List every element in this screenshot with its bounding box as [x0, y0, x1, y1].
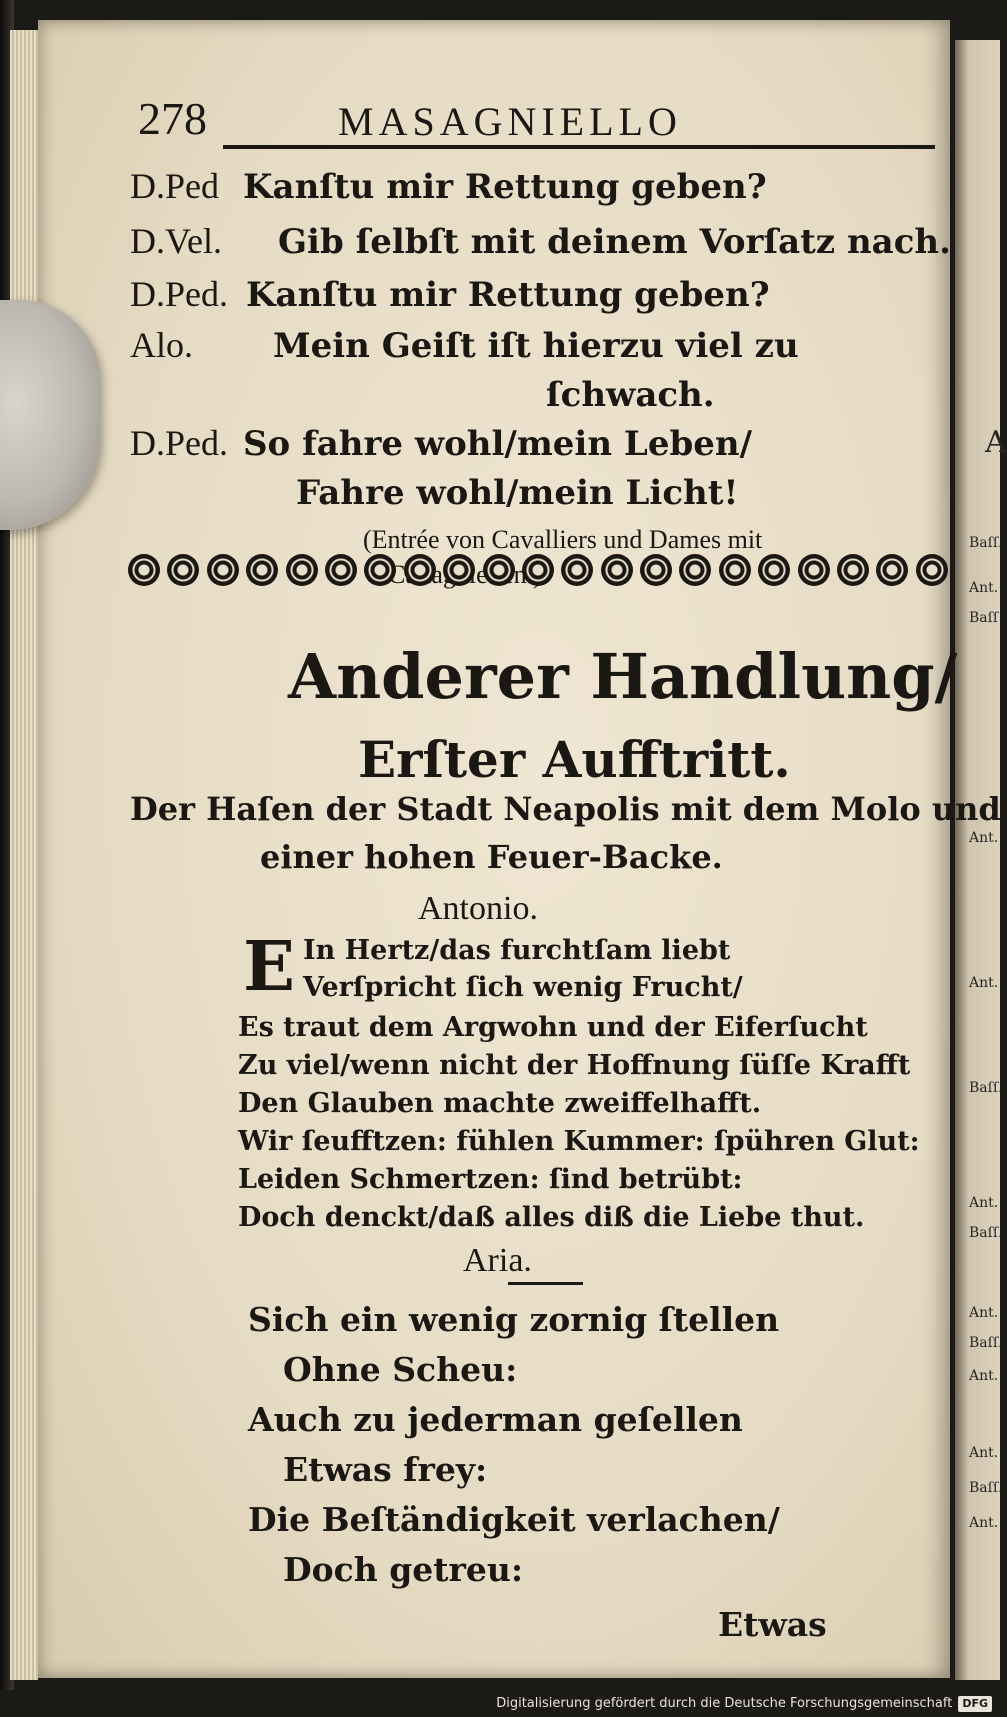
adjacent-note: Ant.	[969, 1445, 999, 1461]
recitative-line: In Hertz/das furchtſam liebt	[303, 935, 731, 966]
stage-direction: (Entrée von Cavalliers und Dames mit	[363, 525, 763, 554]
adjacent-note: Ant.	[969, 1195, 999, 1211]
act-title: Anderer Handlung/	[288, 640, 958, 713]
adjacent-note: Baſſ.	[969, 1335, 1003, 1351]
adjacent-note: A	[985, 425, 1007, 460]
recitative-line: Leiden Schmertzen: ſind betrübt:	[238, 1164, 743, 1195]
recitative-line: Verſpricht ſich wenig Frucht/	[303, 972, 743, 1003]
scene-setting: einer hohen Feuer-Backe.	[260, 838, 723, 876]
adjacent-note: Ant.	[969, 1368, 999, 1384]
speaker-label: D.Ped	[130, 166, 219, 206]
aria-line: Sich ein wenig zornig ſtellen	[248, 1300, 780, 1339]
recitative-line: Es traut dem Argwohn und der Eiferſucht	[238, 1012, 868, 1043]
dialogue-line: Fahre wohl/mein Licht!	[296, 473, 739, 513]
dialogue-line: Kanſtu mir Rettung geben?	[246, 275, 770, 315]
adjacent-note: Ant.	[969, 975, 999, 991]
aria-line: Ohne Scheu:	[283, 1350, 518, 1389]
speaker-label: D.Vel.	[130, 221, 222, 261]
speaker-label: D.Ped.	[130, 423, 228, 463]
recitative-line: Den Glauben machte zweiffelhafft.	[238, 1088, 762, 1119]
adjacent-note: Baſſ	[969, 610, 998, 626]
speaker-label: D.Ped.	[130, 274, 228, 314]
dfg-logo: DFG	[958, 1696, 992, 1712]
drop-cap: E	[243, 927, 295, 1007]
page-stack-edge	[10, 30, 38, 1680]
adjacent-note: Ant.	[969, 830, 999, 846]
recitative-line: Doch denckt/daß alles diß die Liebe thut.	[238, 1202, 865, 1233]
recitative-line: Wir ſeufftzen: fühlen Kummer: ſpühren Glut:	[238, 1126, 920, 1157]
scene-title: Erſter Aufftritt.	[358, 730, 791, 789]
adjacent-note: Baſſ.	[969, 1480, 1003, 1496]
header-rule	[223, 145, 935, 149]
adjacent-note: Ant.	[969, 1515, 999, 1531]
ornament-band	[128, 550, 948, 590]
catchword: Etwas	[718, 1605, 827, 1644]
scene-setting: Der Haſen der Stadt Neapolis mit dem Molo und	[130, 790, 1001, 828]
footer-credit: Digitalisierung gefördert durch die Deutsche Forschungsgemeinschaft	[496, 1696, 953, 1711]
digitization-footer	[496, 1693, 992, 1715]
recitative-line: Zu viel/wenn nicht der Hoffnung ſüſſe Krafft	[238, 1050, 911, 1081]
adjacent-note: Baſſ.	[969, 535, 1003, 551]
adjacent-note: Baſſ.	[969, 1225, 1003, 1241]
dialogue-line: Mein Geiſt iſt hierzu viel zu	[273, 326, 799, 366]
dialogue-line: Kanſtu mir Rettung geben?	[243, 167, 767, 207]
aria-label: Aria.	[463, 1242, 532, 1279]
aria-line: Auch zu jederman geſellen	[248, 1400, 743, 1439]
dialogue-line: ſchwach.	[546, 375, 715, 415]
dialogue-line: Gib ſelbſt mit deinem Vorſatz nach.	[278, 222, 951, 262]
aria-line: Doch getreu:	[283, 1550, 524, 1589]
speaker-label: Alo.	[130, 325, 193, 365]
adjacent-note: Ant.	[969, 580, 999, 596]
aria-line: Die Beſtändigkeit verlachen/	[248, 1500, 780, 1539]
adjacent-note: Baſſ.	[969, 1080, 1003, 1096]
running-title: MASAGNIELLO	[338, 99, 682, 144]
aria-underline	[508, 1282, 583, 1285]
speaker-antonio: Antonio.	[418, 890, 538, 927]
adjacent-note: Ant.	[969, 1305, 999, 1321]
dialogue-line: So fahre wohl/mein Leben/	[243, 424, 752, 464]
aria-line: Etwas frey:	[283, 1450, 488, 1489]
page-number: 278	[138, 93, 207, 144]
adjacent-page	[955, 40, 1003, 1680]
